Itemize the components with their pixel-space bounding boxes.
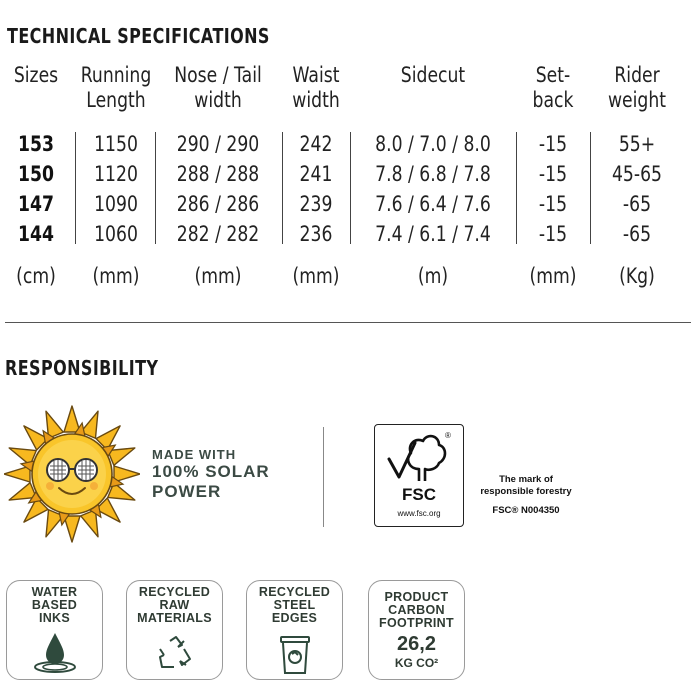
fsc-tree-check-icon: [385, 429, 453, 487]
fsc-caption-line-1: The mark of: [499, 474, 553, 485]
table-cell: 1120: [94, 162, 138, 186]
badge-line: CARBON: [388, 603, 445, 617]
column-separator: [590, 132, 591, 244]
solar-power-text: [152, 447, 270, 502]
table-cell: 7.6 / 6.4 / 7.6: [375, 192, 491, 216]
badge-line: BASED: [31, 598, 78, 612]
table-cell-size: 150: [18, 162, 54, 186]
table-cell: -15: [538, 192, 568, 216]
badge-recycled-raw-materials: [126, 580, 223, 680]
fsc-logo: [374, 424, 464, 527]
table-cell-size: 147: [18, 192, 54, 216]
unit-label: (mm): [292, 264, 340, 288]
header-rider-weight-1: Rider: [614, 63, 660, 87]
table-cell: 286 / 286: [176, 192, 260, 216]
badge-product-carbon-footprint: [368, 580, 465, 680]
header-nose-tail-2: width: [194, 88, 242, 112]
unit-label: (mm): [92, 264, 140, 288]
badge-line: RECYCLED: [258, 585, 331, 599]
unit-label: (cm): [16, 264, 56, 288]
header-rider-weight-2: weight: [607, 88, 667, 112]
fsc-logo-text: FSC: [402, 485, 436, 504]
solar-line-2: 100% SOLAR: [152, 462, 270, 481]
badge-line: WATER: [31, 585, 78, 599]
table-cell: 290 / 290: [176, 132, 260, 156]
header-sidecut: Sidecut: [400, 63, 466, 87]
column-separator: [516, 132, 517, 244]
table-cell: 7.4 / 6.1 / 7.4: [375, 222, 491, 246]
table-cell: 282 / 282: [176, 222, 260, 246]
fsc-url: www.fsc.org: [397, 509, 441, 518]
table-cell: 242: [299, 132, 333, 156]
badge-line: STEEL: [273, 598, 316, 612]
carbon-footprint-value: 26,2: [397, 633, 436, 655]
solar-line-1: MADE WITH: [152, 447, 237, 462]
technical-specifications-title: TECHNICAL SPECIFICATIONS: [7, 24, 270, 48]
recycle-icon: [156, 635, 196, 671]
badge-line: FOOTPRINT: [379, 616, 454, 630]
badge-recycled-steel-edges: [246, 580, 343, 680]
table-cell: -65: [622, 192, 652, 216]
table-cell: -15: [538, 132, 568, 156]
unit-label: (Kg): [619, 264, 655, 288]
badge-line: INKS: [38, 611, 71, 625]
badge-water-based-inks: [6, 580, 103, 680]
sun-with-sunglasses-icon: [4, 404, 140, 544]
table-cell: 241: [299, 162, 333, 186]
column-separator: [282, 132, 283, 244]
section-divider: [5, 322, 691, 323]
column-separator: [155, 132, 156, 244]
header-running-length-2: Length: [86, 88, 146, 112]
fsc-license-code: FSC® N004350: [492, 505, 560, 516]
table-cell: 45-65: [611, 162, 663, 186]
table-cell: 7.8 / 6.8 / 7.8: [375, 162, 491, 186]
water-drop-icon: [32, 631, 78, 675]
badge-line: PRODUCT: [384, 590, 449, 604]
header-running-length-1: Running: [80, 63, 152, 87]
table-cell: 1060: [94, 222, 138, 246]
fsc-caption-line-2: responsible forestry: [480, 486, 572, 497]
header-sizes: Sizes: [13, 63, 59, 87]
badge-line: RECYCLED: [138, 585, 211, 599]
unit-label: (mm): [529, 264, 577, 288]
badge-line: RAW: [159, 598, 190, 612]
header-nose-tail-1: Nose / Tail: [174, 63, 262, 87]
table-cell: 239: [299, 192, 333, 216]
column-separator: [350, 132, 351, 244]
header-waist-1: Waist: [292, 63, 340, 87]
header-setback-2: back: [532, 88, 574, 112]
table-cell-size: 153: [18, 132, 54, 156]
table-cell: -15: [538, 162, 568, 186]
responsibility-title: RESPONSIBILITY: [5, 356, 159, 380]
table-cell: -15: [538, 222, 568, 246]
table-cell: 1150: [94, 132, 138, 156]
header-setback-1: Set-: [535, 63, 571, 87]
unit-label: (m): [417, 264, 449, 288]
table-cell: 288 / 288: [176, 162, 260, 186]
header-waist-2: width: [292, 88, 340, 112]
fsc-caption: [470, 474, 582, 498]
table-cell: 55+: [618, 132, 656, 156]
badge-line: EDGES: [271, 611, 318, 625]
table-cell: 1090: [94, 192, 138, 216]
table-cell: 236: [299, 222, 333, 246]
column-separator: [75, 132, 76, 244]
table-cell-size: 144: [18, 222, 54, 246]
badge-line: MATERIALS: [137, 611, 212, 625]
table-cell: -65: [622, 222, 652, 246]
responsibility-divider: [323, 427, 324, 527]
unit-label: (mm): [194, 264, 242, 288]
solar-line-3: POWER: [152, 482, 222, 501]
recycle-bin-icon: [277, 633, 313, 675]
carbon-footprint-unit: KG CO²: [394, 656, 439, 670]
registered-mark: ®: [445, 431, 451, 440]
table-cell: 8.0 / 7.0 / 8.0: [375, 132, 491, 156]
